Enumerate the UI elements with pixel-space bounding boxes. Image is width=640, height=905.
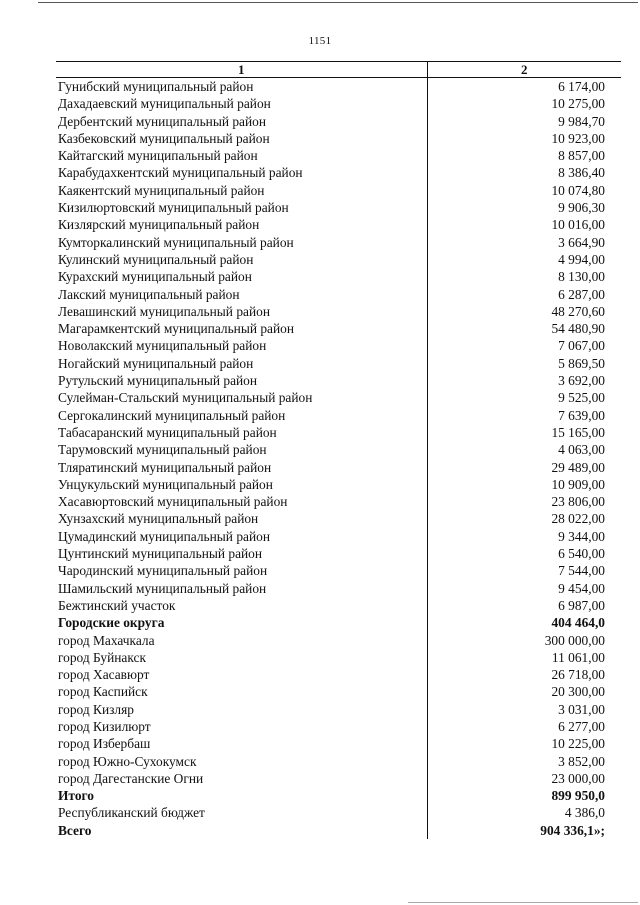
row-name: Табасаранский муниципальный район [56, 424, 427, 441]
row-value: 8 130,00 [558, 269, 605, 285]
row-value: 3 852,00 [558, 753, 605, 769]
table-row [56, 632, 621, 649]
row-value: 3 664,90 [558, 234, 605, 250]
table-row [56, 389, 621, 406]
row-name: Дербентский муниципальный район [56, 113, 427, 130]
row-name: Кизилюртовский муниципальный район [56, 199, 427, 216]
row-name: город Дагестанские Огни [56, 770, 427, 787]
table-row [56, 303, 621, 320]
table-row [56, 597, 621, 614]
table-row [56, 580, 621, 597]
row-value: 23 806,00 [551, 494, 605, 510]
table-row [56, 614, 621, 631]
row-value: 6 174,00 [558, 79, 605, 94]
row-value: 29 489,00 [551, 459, 605, 475]
bottom-edge-rule [408, 902, 638, 903]
row-value: 26 718,00 [551, 667, 605, 683]
row-name: Новолакский муниципальный район [56, 337, 427, 354]
table-row [56, 216, 621, 233]
row-name: город Хасавюрт [56, 666, 427, 683]
row-name: Лакский муниципальный район [56, 286, 427, 303]
row-value: 300 000,00 [544, 632, 605, 648]
row-value: 10 275,00 [551, 96, 605, 112]
row-value: 4 063,00 [558, 442, 605, 458]
table-row [56, 753, 621, 770]
row-name: Городские округа [56, 614, 427, 631]
row-name: Бежтинский участок [56, 597, 427, 614]
row-value: 48 270,60 [551, 303, 605, 319]
row-value: 7 067,00 [558, 338, 605, 354]
row-value: 10 909,00 [551, 476, 605, 492]
table-row [56, 459, 621, 476]
row-name: Сулейман-Стальский муниципальный район [56, 389, 427, 406]
row-value: 23 000,00 [551, 770, 605, 786]
table-row [56, 718, 621, 735]
row-name: город Буйнакск [56, 649, 427, 666]
table-row [56, 683, 621, 700]
table-row [56, 770, 621, 787]
table-row [56, 199, 621, 216]
row-name: город Кизляр [56, 701, 427, 718]
row-value: 20 300,00 [551, 684, 605, 700]
row-name: Карабудахкентский муниципальный район [56, 164, 427, 181]
row-value: 15 165,00 [551, 424, 605, 440]
row-name: Дахадаевский муниципальный район [56, 95, 427, 112]
row-name: город Южно-Сухокумск [56, 753, 427, 770]
row-name: город Каспийск [56, 683, 427, 700]
row-value: 6 287,00 [558, 286, 605, 302]
table-row [56, 130, 621, 147]
table-row [56, 337, 621, 354]
row-value: 899 950,0 [551, 788, 605, 804]
row-value: 9 906,30 [558, 200, 605, 216]
row-value: 7 544,00 [558, 563, 605, 579]
table-row [56, 164, 621, 181]
row-name: Казбековский муниципальный район [56, 130, 427, 147]
table-row [56, 804, 621, 821]
table-row [56, 320, 621, 337]
row-name: Ногайский муниципальный район [56, 355, 427, 372]
row-value: 7 639,00 [558, 407, 605, 423]
table-row [56, 407, 621, 424]
row-name: Кизлярский муниципальный район [56, 216, 427, 233]
budget-table-container [56, 61, 621, 839]
row-value: 8 857,00 [558, 148, 605, 164]
row-name: Курахский муниципальный район [56, 268, 427, 285]
table-row [56, 372, 621, 389]
row-name: Левашинский муниципальный район [56, 303, 427, 320]
row-name: Кулинский муниципальный район [56, 251, 427, 268]
row-name: Всего [56, 822, 427, 839]
row-value: 6 540,00 [558, 546, 605, 562]
row-value: 9 454,00 [558, 580, 605, 596]
row-name: Цунтинский муниципальный район [56, 545, 427, 562]
row-name: Каякентский муниципальный район [56, 182, 427, 199]
row-value: 3 031,00 [558, 701, 605, 717]
table-row [56, 510, 621, 527]
row-name: Кумторкалинский муниципальный район [56, 234, 427, 251]
table-row [56, 182, 621, 199]
table-row [56, 822, 621, 839]
table-row [56, 113, 621, 130]
row-name: Кайтагский муниципальный район [56, 147, 427, 164]
row-name: Хасавюртовский муниципальный район [56, 493, 427, 510]
row-value: 9 525,00 [558, 390, 605, 406]
row-name: город Кизилюрт [56, 718, 427, 735]
page-number: 1151 [308, 35, 332, 47]
table-row [56, 735, 621, 752]
row-value: 4 994,00 [558, 251, 605, 267]
table-row [56, 251, 621, 268]
row-name: Тарумовский муниципальный район [56, 441, 427, 458]
row-value: 11 061,00 [551, 649, 605, 665]
column-header-1: 1 [56, 62, 427, 78]
row-name: Хунзахский муниципальный район [56, 510, 427, 527]
row-name: Сергокалинский муниципальный район [56, 407, 427, 424]
table-row [56, 528, 621, 545]
table-row [56, 787, 621, 804]
table-row [56, 441, 621, 458]
top-rule [38, 2, 638, 3]
table-row [56, 476, 621, 493]
row-name: Магарамкентский муниципальный район [56, 320, 427, 337]
row-value: 9 344,00 [558, 528, 605, 544]
table-row [56, 268, 621, 285]
row-value: 9 984,70 [558, 113, 605, 129]
table-row [56, 701, 621, 718]
row-value: 10 074,80 [551, 182, 605, 198]
row-value: 404 464,0 [551, 615, 605, 631]
row-name: Рутульский муниципальный район [56, 372, 427, 389]
table-row [56, 355, 621, 372]
row-name: Цумадинский муниципальный район [56, 528, 427, 545]
table-row [56, 286, 621, 303]
row-value: 904 336,1»; [540, 822, 605, 838]
row-value: 10 923,00 [551, 130, 605, 146]
row-value: 6 987,00 [558, 597, 605, 613]
row-value: 8 386,40 [558, 165, 605, 181]
table-row [56, 424, 621, 441]
table-row [56, 649, 621, 666]
table-row [56, 545, 621, 562]
row-value: 4 386,0 [564, 805, 605, 821]
table-row [56, 78, 621, 96]
table-row [56, 95, 621, 112]
table-row [56, 147, 621, 164]
table-row [56, 234, 621, 251]
row-name: Шамильский муниципальный район [56, 580, 427, 597]
table-header-row [56, 62, 621, 78]
table-body [56, 78, 621, 840]
row-value: 28 022,00 [551, 511, 605, 527]
row-name: Тляратинский муниципальный район [56, 459, 427, 476]
row-value: 6 277,00 [558, 718, 605, 734]
table-row [56, 493, 621, 510]
row-name: Унцукульский муниципальный район [56, 476, 427, 493]
row-value: 10 225,00 [551, 736, 605, 752]
row-value: 3 692,00 [558, 373, 605, 389]
row-name: город Избербаш [56, 735, 427, 752]
row-value: 10 016,00 [551, 217, 605, 233]
row-value: 54 480,90 [551, 321, 605, 337]
row-name: Республиканский бюджет [56, 804, 427, 821]
row-name: город Махачкала [56, 632, 427, 649]
table-row [56, 666, 621, 683]
row-value: 5 869,50 [558, 355, 605, 371]
table-row [56, 562, 621, 579]
column-header-2: 2 [427, 62, 621, 78]
row-name: Гунибский муниципальный район [56, 78, 427, 96]
budget-table [56, 61, 621, 839]
row-name: Итого [56, 787, 427, 804]
row-name: Чародинский муниципальный район [56, 562, 427, 579]
